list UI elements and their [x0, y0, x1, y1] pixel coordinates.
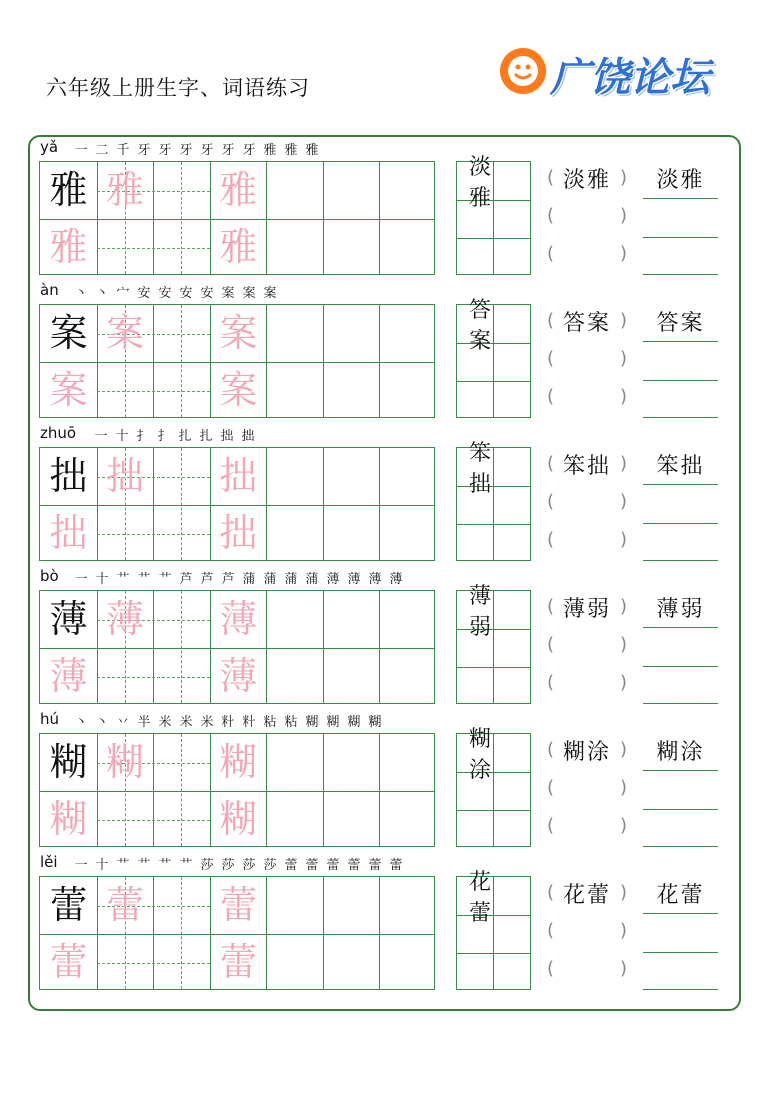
underline-word: 淡雅: [656, 168, 705, 193]
trace-char: 糊: [219, 740, 258, 784]
underline-word: 笨拙: [656, 454, 705, 479]
stroke-step: 薄: [368, 572, 382, 587]
trace-char: 拙: [219, 511, 258, 555]
underline-column: [643, 447, 718, 561]
stroke-step: 艹: [137, 572, 151, 587]
trace-char: 雅: [49, 225, 88, 269]
stroke-step: 牙: [137, 143, 151, 158]
stroke-step: 千: [116, 143, 130, 158]
stroke-step: 安: [137, 286, 151, 301]
word-grid-text: 薄弱: [469, 584, 508, 640]
trace-char: 薄: [49, 654, 88, 698]
trace-char: 雅: [106, 168, 145, 212]
model-char: 案: [49, 311, 88, 355]
stroke-step: 安: [158, 286, 172, 301]
stroke-step: 芦: [179, 572, 193, 587]
stroke-step: 芦: [221, 572, 235, 587]
trace-char: 蕾: [219, 883, 258, 927]
stroke-step: 扎: [199, 429, 213, 444]
writing-grid: [39, 161, 435, 275]
bracket-word: 答案: [562, 311, 611, 336]
stroke-step: 丶: [74, 715, 88, 730]
trace-char: 糊: [49, 797, 88, 841]
stroke-step: 丶: [74, 286, 88, 301]
stroke-step: 蒲: [263, 572, 277, 587]
stroke-step: 籵: [221, 715, 235, 730]
underline-word: 答案: [656, 311, 705, 336]
stroke-order: [72, 139, 321, 161]
stroke-step: 一: [74, 572, 88, 587]
trace-char: 蕾: [49, 940, 88, 984]
trace-char: 雅: [219, 225, 258, 269]
stroke-step: 蕾: [368, 858, 382, 873]
trace-char: 案: [219, 311, 258, 355]
stroke-order: [72, 282, 279, 304]
stroke-step: 案: [263, 286, 277, 301]
stroke-step: 二: [95, 143, 109, 158]
writing-grid: [39, 733, 435, 847]
trace-char: 蕾: [106, 883, 145, 927]
trace-char: 拙: [219, 454, 258, 498]
stroke-step: 米: [179, 715, 193, 730]
model-char: 薄: [49, 597, 88, 641]
stroke-step: 艹: [116, 572, 130, 587]
stroke-step: 蒲: [284, 572, 298, 587]
stroke-step: 莎: [200, 858, 214, 873]
stroke-step: 十: [95, 572, 109, 587]
stroke-step: 案: [242, 286, 256, 301]
pinyin-label: bò: [40, 567, 59, 585]
stroke-step: 薄: [389, 572, 403, 587]
stroke-step: 蕾: [284, 858, 298, 873]
stroke-step: 籵: [242, 715, 256, 730]
trace-char: 雅: [219, 168, 258, 212]
trace-char: 拙: [106, 454, 145, 498]
stroke-step: 艹: [158, 858, 172, 873]
word-grid-text: 笨拙: [469, 441, 508, 497]
stroke-step: 艹: [137, 858, 151, 873]
model-char: 蕾: [49, 883, 88, 927]
bracket-column: ( ) 答案 ( ) ( ): [547, 304, 627, 418]
stroke-step: 粘: [263, 715, 277, 730]
bracket-column: ( ) 淡雅 ( ) ( ): [547, 161, 627, 275]
trace-char: 拙: [49, 511, 88, 555]
bracket-word: 淡雅: [562, 168, 611, 193]
stroke-step: 一: [74, 143, 88, 158]
stroke-step: 蕾: [305, 858, 319, 873]
stroke-step: 米: [200, 715, 214, 730]
stroke-step: 十: [115, 429, 129, 444]
bracket-column: ( ) 糊涂 ( ) ( ): [547, 733, 627, 847]
stroke-step: 一: [94, 429, 108, 444]
stroke-step: 安: [179, 286, 193, 301]
underline-column: [643, 161, 718, 275]
word-grid-text: 答案: [469, 298, 508, 354]
stroke-step: 艹: [158, 572, 172, 587]
underline-column: [643, 733, 718, 847]
bracket-word: 花蕾: [562, 883, 611, 908]
trace-char: 糊: [219, 797, 258, 841]
stroke-step: 蒲: [305, 572, 319, 587]
underline-column: [643, 876, 718, 990]
stroke-step: 蒲: [242, 572, 256, 587]
model-char: 雅: [49, 168, 88, 212]
stroke-step: 宀: [116, 286, 130, 301]
word-grid: [456, 298, 531, 418]
stroke-step: 牙: [221, 143, 235, 158]
pinyin-label: yǎ: [40, 138, 59, 156]
stroke-step: 扎: [178, 429, 192, 444]
stroke-step: 案: [221, 286, 235, 301]
stroke-step: 牙: [200, 143, 214, 158]
stroke-order: [72, 568, 405, 590]
trace-char: 案: [106, 311, 145, 355]
stroke-order: [92, 425, 257, 447]
pinyin-label: zhuō: [40, 424, 77, 442]
stroke-step: 十: [95, 858, 109, 873]
site-logo: [500, 46, 740, 102]
model-char: 拙: [49, 454, 88, 498]
underline-word: 糊涂: [656, 740, 705, 765]
pinyin-label: hú: [40, 710, 60, 728]
stroke-step: 雅: [305, 143, 319, 158]
stroke-step: 糊: [305, 715, 319, 730]
underline-column: [643, 590, 718, 704]
stroke-step: 一: [74, 858, 88, 873]
word-grid-text: 花蕾: [469, 870, 508, 926]
trace-char: 薄: [219, 654, 258, 698]
trace-char: 糊: [106, 740, 145, 784]
stroke-step: 蕾: [347, 858, 361, 873]
stroke-order: [72, 854, 405, 876]
character-block: [0, 711, 780, 854]
word-grid: [456, 584, 531, 704]
stroke-step: 安: [200, 286, 214, 301]
stroke-step: 半: [137, 715, 151, 730]
stroke-step: 米: [158, 715, 172, 730]
stroke-step: 牙: [158, 143, 172, 158]
stroke-step: 芦: [200, 572, 214, 587]
bracket-column: ( ) 笨拙 ( ) ( ): [547, 447, 627, 561]
word-grid: [456, 727, 531, 847]
stroke-step: 蕾: [326, 858, 340, 873]
page-title: 六年级上册生字、词语练习: [46, 76, 310, 100]
stroke-step: 莎: [221, 858, 235, 873]
logo-text: 广饶论坛: [550, 55, 710, 101]
stroke-order: [72, 711, 384, 733]
word-grid: [456, 441, 531, 561]
stroke-step: 雅: [284, 143, 298, 158]
underline-word: 花蕾: [656, 883, 705, 908]
word-grid: [456, 155, 531, 275]
stroke-step: 薄: [326, 572, 340, 587]
stroke-step: 蕾: [389, 858, 403, 873]
writing-grid: [39, 590, 435, 704]
bracket-word: 薄弱: [562, 597, 611, 622]
stroke-step: 糊: [347, 715, 361, 730]
stroke-step: 莎: [242, 858, 256, 873]
stroke-step: 粘: [284, 715, 298, 730]
underline-column: [643, 304, 718, 418]
stroke-step: 糊: [326, 715, 340, 730]
bracket-column: ( ) 花蕾 ( ) ( ): [547, 876, 627, 990]
bracket-word: 笨拙: [562, 454, 611, 479]
stroke-step: 糊: [368, 715, 382, 730]
stroke-step: 薄: [347, 572, 361, 587]
model-char: 糊: [49, 740, 88, 784]
stroke-step: 牙: [179, 143, 193, 158]
stroke-step: 拙: [241, 429, 255, 444]
word-grid-text: 糊涂: [469, 727, 508, 783]
pinyin-label: lěi: [40, 853, 58, 871]
smiley-icon: [500, 48, 546, 94]
trace-char: 蕾: [219, 940, 258, 984]
character-block: [0, 568, 780, 711]
stroke-step: 雅: [263, 143, 277, 158]
character-block: [0, 282, 780, 425]
stroke-step: 扌: [136, 429, 150, 444]
stroke-step: 丶: [95, 715, 109, 730]
writing-grid: [39, 304, 435, 418]
trace-char: 案: [49, 368, 88, 412]
pinyin-label: àn: [40, 281, 59, 299]
character-block: [0, 139, 780, 282]
stroke-step: 莎: [263, 858, 277, 873]
trace-char: 薄: [219, 597, 258, 641]
character-block: [0, 854, 780, 997]
stroke-step: 丶: [95, 286, 109, 301]
character-block: [0, 425, 780, 568]
word-grid-text: 淡雅: [469, 155, 508, 211]
bracket-column: ( ) 薄弱 ( ) ( ): [547, 590, 627, 704]
stroke-step: 艹: [116, 858, 130, 873]
underline-word: 薄弱: [656, 597, 705, 622]
stroke-step: 丷: [116, 715, 130, 730]
stroke-step: 拙: [220, 429, 234, 444]
writing-grid: [39, 876, 435, 990]
stroke-step: 牙: [242, 143, 256, 158]
trace-char: 案: [219, 368, 258, 412]
stroke-step: 扌: [157, 429, 171, 444]
writing-grid: [39, 447, 435, 561]
bracket-word: 糊涂: [562, 740, 611, 765]
trace-char: 薄: [106, 597, 145, 641]
stroke-step: 艹: [179, 858, 193, 873]
word-grid: [456, 870, 531, 990]
